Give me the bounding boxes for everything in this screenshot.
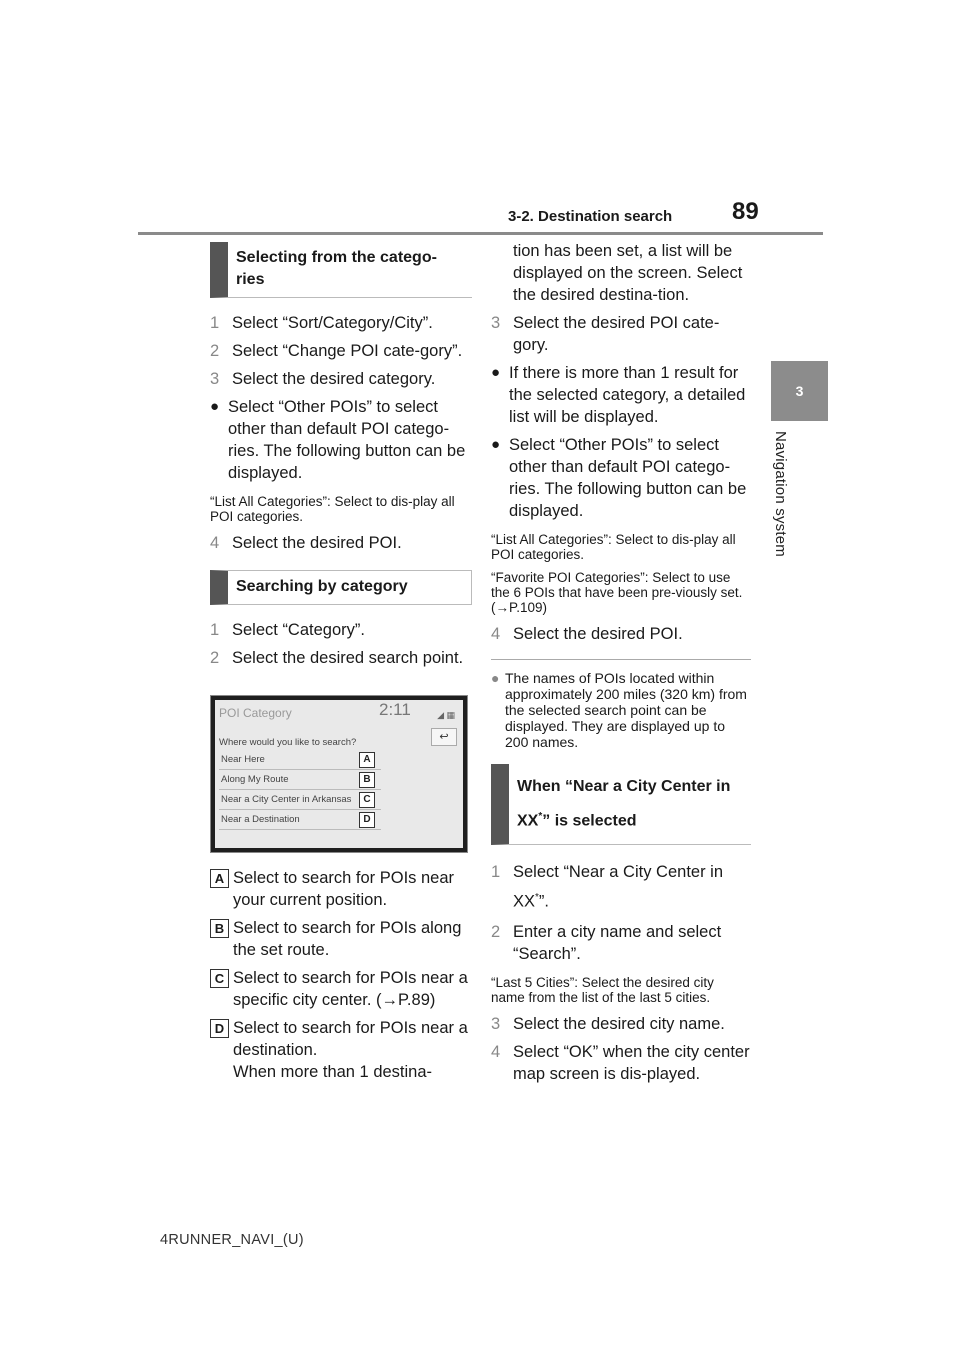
left-column <box>210 242 472 1089</box>
small-note: “Favorite POI Categories”: Select to use the 6 POIs that have been pre-viously set. (→P.109) <box>491 570 743 615</box>
bullet-icon: ● <box>491 436 501 453</box>
callout-label: B <box>359 772 375 788</box>
list-item[interactable]: Near Here <box>219 750 381 770</box>
right-column <box>491 240 751 1091</box>
page-number: 89 <box>732 198 759 225</box>
step: 2 Select “Change POI cate-gory”. <box>210 342 463 360</box>
step: 4 Select the desired POI. <box>210 534 402 552</box>
labeled-item: C Select to search for POIs near a specific city center. (→P.89) <box>210 967 472 1011</box>
small-note: “List All Categories”: Select to dis-play all POI categories. <box>210 494 455 524</box>
small-note: “List All Categories”: Select to dis-play all POI categories. <box>491 532 736 562</box>
chapter-tab: 3 <box>771 361 828 421</box>
chapter-label: Navigation system <box>772 431 789 557</box>
step: 2 Enter a city name and select “Search”. <box>491 922 722 963</box>
step: 1 Select “Near a City Center in XX*”. <box>491 863 723 911</box>
header-rule <box>138 232 823 235</box>
bullet-icon: ● <box>210 398 220 415</box>
callout-label: D <box>359 812 375 828</box>
bullet-icon: ● <box>491 364 501 381</box>
labeled-item: B Select to search for POIs along the set route. <box>210 917 472 961</box>
screen-question: Where would you like to search? <box>219 737 357 748</box>
step: 3 Select the desired category. <box>210 370 436 388</box>
section-heading-by-category: Searching by category <box>210 570 472 605</box>
poi-category-screenshot <box>210 695 468 853</box>
bullet-item: ● Select “Other POIs” to select other than default POI catego-ries. The following button can be displayed. <box>210 398 466 482</box>
back-button[interactable]: ↩ <box>431 728 457 746</box>
document-footer: 4RUNNER_NAVI_(U) <box>160 1232 304 1248</box>
signal-icon: ◢ ▦ <box>437 710 455 720</box>
bullet-item: ● Select “Other POIs” to select other than default POI catego-ries. The following button can be displayed. <box>491 436 747 520</box>
note-bullet-icon: ● <box>491 670 500 686</box>
step: 3 Select the desired POI cate-gory. <box>491 314 720 354</box>
info-note: ● The names of POIs located within approximately 200 miles (320 km) from the selected search point can be displayed. They are displayed up to 200 names. <box>491 659 751 750</box>
screen-title: POI Category <box>219 706 292 720</box>
labeled-item: D Select to search for POIs near a destination. When more than 1 destina- <box>210 1017 472 1083</box>
step: 3 Select the desired city name. <box>491 1014 725 1033</box>
callout-label: A <box>359 752 375 768</box>
callout-label: C <box>359 792 375 808</box>
step: 4 Select “OK” when the city center map screen is dis-played. <box>491 1042 750 1083</box>
section-heading-city-center: When “Near a City Center in XX*” is selected <box>491 764 751 845</box>
bullet-item: ● If there is more than 1 result for the selected category, a detailed list will be displayed. <box>491 364 746 426</box>
list-item[interactable]: Along My Route <box>219 770 381 790</box>
small-note: “Last 5 Cities”: Select the desired city name from the list of the last 5 cities. <box>491 974 714 1005</box>
section-title: 3-2. Destination search <box>508 208 673 225</box>
list-item[interactable]: Near a Destination <box>219 810 381 830</box>
step: 2 Select the desired search point. <box>210 649 464 667</box>
step: 1 Select “Category”. <box>210 621 365 639</box>
section-heading-categories: Selecting from the catego-ries <box>210 242 472 298</box>
list-item[interactable]: Near a City Center in Arkansas <box>219 790 381 810</box>
labeled-item: A Select to search for POIs near your current position. <box>210 867 472 911</box>
screen-clock: 2:11 <box>379 700 411 719</box>
step: 1 Select “Sort/Category/City”. <box>210 314 433 332</box>
step: 4 Select the desired POI. <box>491 625 683 643</box>
continued-text: tion has been set, a list will be displayed on the screen. Select the desired destina-tion. <box>513 242 743 304</box>
